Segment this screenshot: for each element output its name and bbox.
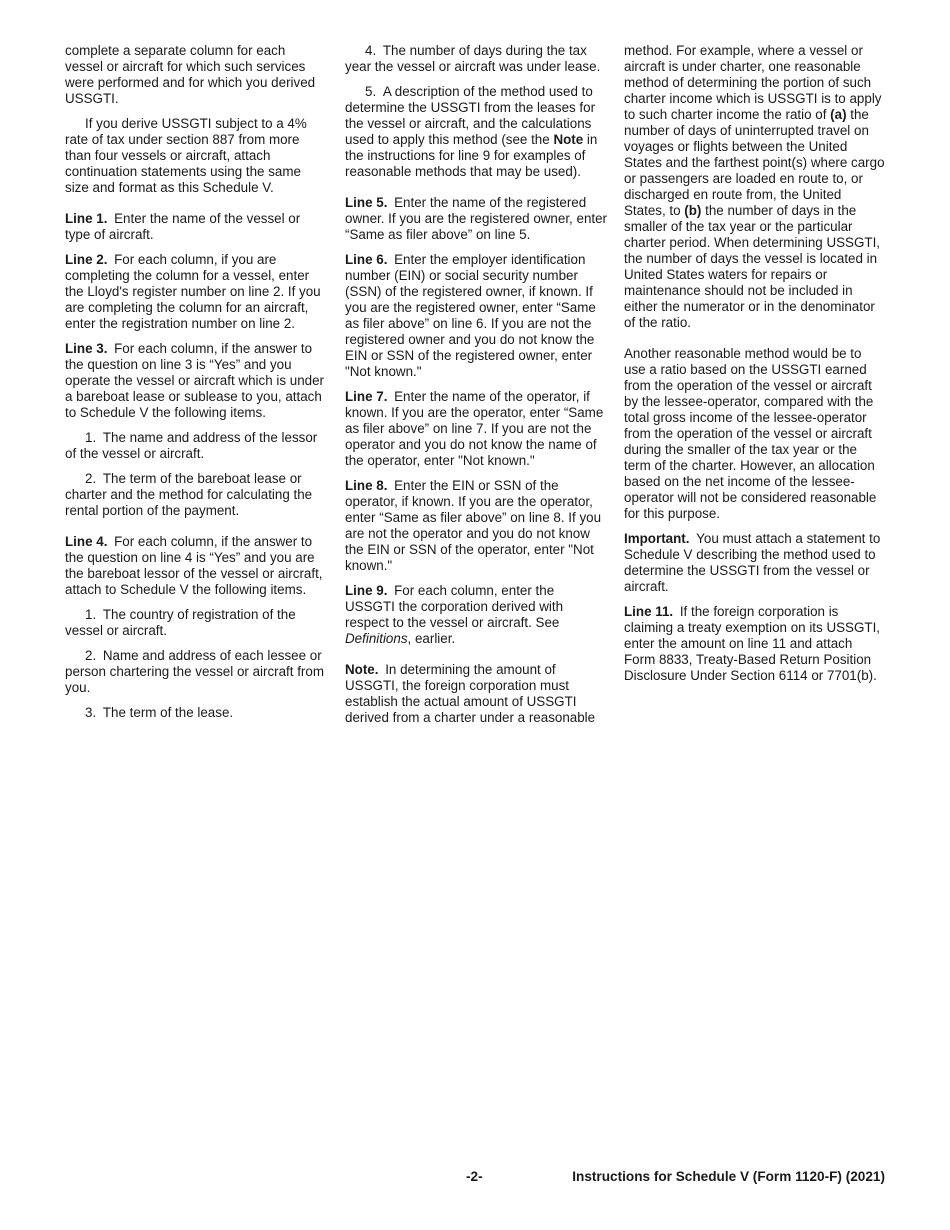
note-continuation: method. For example, where a vessel or aircraft is under charter, one reasonable method of determining the portion of such charter income which is USSGTI is to apply to such charter income the ratio of (a) the number of days of uninterrupted travel on voyages or flights between the United States and the farthest point(s) where cargo or passengers are loaded en route to, or discharged en route from, the United States, to (b) the number of days in the smaller of the tax year or the particular charter period. When determining USSGTI, the number of days the vessel is located in United States waters for repairs or maintenance should not be included in either the numerator or in the denominator of the ratio.	[624, 43, 885, 330]
page-number: -2-	[466, 1169, 483, 1184]
line-4-instruction: Line 4. For each column, if the answer to the question on line 4 is “Yes” and you are the bareboat lessor of the vessel or aircraft, attach to Schedule V the following items.	[65, 534, 323, 597]
line-3-label: Line 3.	[65, 341, 108, 356]
line-7-label: Line 7.	[345, 389, 388, 404]
line-9-label: Line 9.	[345, 583, 388, 598]
column-1	[65, 43, 325, 730]
line-11-label: Line 11.	[624, 604, 674, 619]
note-label: Note.	[345, 662, 379, 677]
paragraph-4-percent-tax: If you derive USSGTI subject to a 4% rate of tax under section 887 from more than four vessels or aircraft, attach continuation statements using the same size and format as this Schedule V.	[65, 116, 307, 195]
line-4-label: Line 4.	[65, 534, 108, 549]
document-title: Instructions for Schedule V (Form 1120-F) (2021)	[572, 1169, 885, 1184]
definitions-reference: Definitions	[345, 631, 408, 646]
page-footer	[0, 1169, 950, 1187]
column-3	[624, 43, 886, 693]
line-1-label: Line 1.	[65, 211, 108, 226]
line-6-label: Line 6.	[345, 252, 388, 267]
line-8-label: Line 8.	[345, 478, 388, 493]
line-4-item-1: 1. The country of registration of the vessel or aircraft.	[65, 607, 296, 638]
line-6-instruction: Line 6. Enter the employer identification number (EIN) or social security number (SSN) of the registered owner, if known. If you are the registered owner, enter “Same as filer above” on line 6. If you are not the registered owner and you do not know the EIN or SSN of the registered owner, enter "Not known."	[345, 252, 596, 379]
line-3-instruction: Line 3. For each column, if the answer to the question on line 3 is “Yes” and you operate the vessel or aircraft which is under a bareboat lease or sublease to you, attach to Schedule V the following items.	[65, 341, 325, 420]
line-2-label: Line 2.	[65, 252, 108, 267]
paragraph-continuation: complete a separate column for each vessel or aircraft for which such services were performed and for which you derived USSGTI.	[65, 43, 316, 106]
line-11-instruction: Line 11. If the foreign corporation is claiming a treaty exemption on its USSGTI, enter the amount on line 11 and attach Form 8833, Treaty-Based Return Position Disclosure Under Section 6114 or 7701(b).	[624, 604, 881, 683]
line-4-item-4: 4. The number of days during the tax year the vessel or aircraft was under lease.	[345, 43, 601, 74]
important-paragraph: Important. You must attach a statement to Schedule V describing the method used to determine the USSGTI from the vessel or aircraft.	[624, 531, 881, 594]
line-4-item-5: 5. A description of the method used to determine the USSGTI from the leases for the vessel or aircraft, and the calculations used to apply this method (see the Note in the instructions for line 9 for examples of reasonable methods that may be used).	[345, 84, 598, 179]
ratio-label-a: (a)	[830, 107, 847, 122]
line-4-item-3: 3. The term of the lease.	[85, 705, 234, 720]
line-4-item-2: 2. Name and address of each lessee or person chartering the vessel or aircraft from you.	[65, 648, 324, 695]
ratio-label-b: (b)	[684, 203, 702, 218]
line-3-item-2: 2. The term of the bareboat lease or charter and the method for calculating the rental portion of the payment.	[65, 471, 313, 518]
line-1-instruction: Line 1. Enter the name of the vessel or type of aircraft.	[65, 211, 301, 242]
note-reference: Note	[553, 132, 584, 147]
column-2	[345, 43, 607, 735]
line-8-instruction: Line 8. Enter the EIN or SSN of the operator, if known. If you are the operator, enter “Same as filer above” on line 8. If you are not the operator and you do not know the EIN or SSN of the operator, enter "Not known."	[345, 478, 602, 573]
line-2-instruction: Line 2. For each column, if you are completing the column for a vessel, enter the Lloyd's register number on line 2. If you are completing the column for an aircraft, enter the registration number on line 2.	[65, 252, 321, 331]
line-9-instruction: Line 9. For each column, enter the USSGTI the corporation derived with respect to the vessel or aircraft. See Definitions, earlier.	[345, 583, 564, 646]
line-7-instruction: Line 7. Enter the name of the operator, if known. If you are the operator, enter “Same as filer above” on line 7. If you are not the operator and you do not know the name of the operator, enter "Not known."	[345, 389, 604, 468]
line-5-label: Line 5.	[345, 195, 388, 210]
line-5-instruction: Line 5. Enter the name of the registered owner. If you are the registered owner, enter “Same as filer above” on line 5.	[345, 195, 608, 242]
another-method-paragraph: Another reasonable method would be to use a ratio based on the USSGTI earned from the operation of the vessel or aircraft by the lessee-operator, compared with the total gross income of the lessee-operator from the operation of the vessel or aircraft during the smaller of the tax year or the term of the charter. However, an allocation based on the net income of the lessee-operator will not be considered reasonable for this purpose.	[624, 346, 877, 521]
line-3-item-1: 1. The name and address of the lessor of the vessel or aircraft.	[65, 430, 318, 461]
note-paragraph: Note. In determining the amount of USSGTI, the foreign corporation must establish the actual amount of USSGTI derived from a charter under a reasonable	[345, 662, 596, 725]
important-label: Important.	[624, 531, 690, 546]
